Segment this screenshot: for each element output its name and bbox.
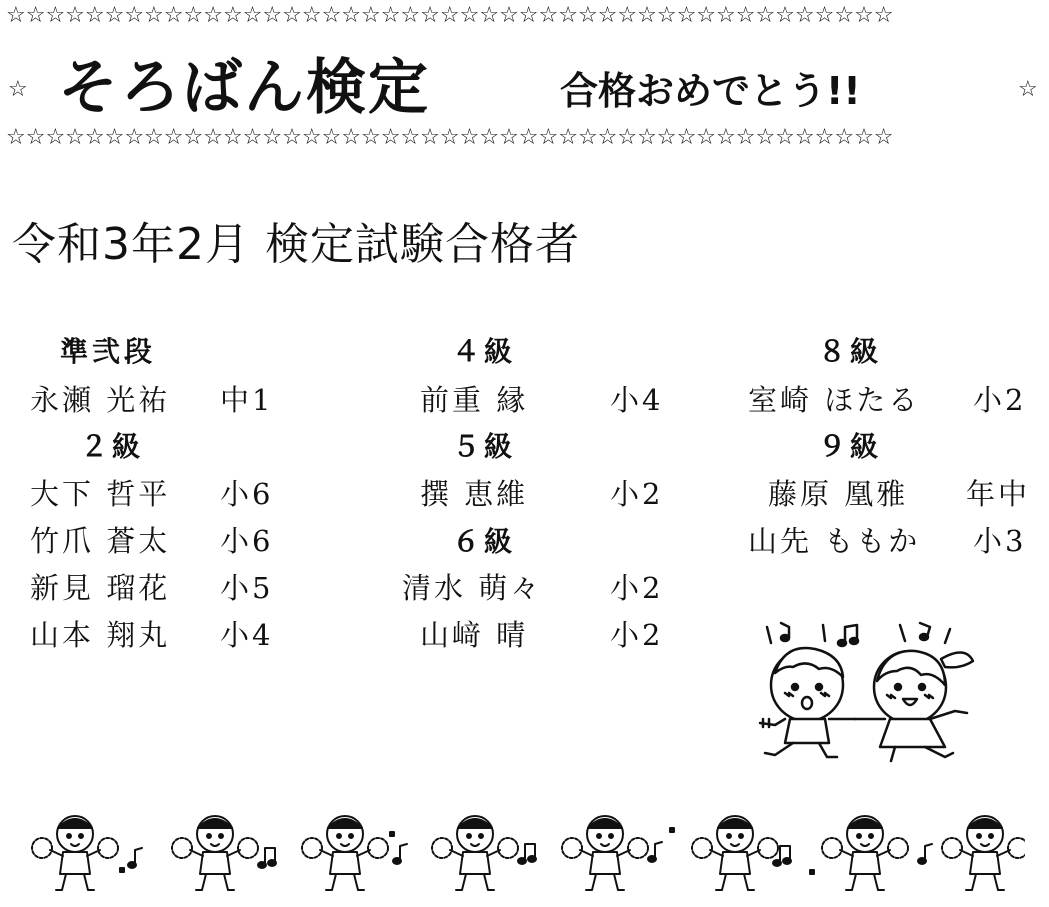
student-name: 山先 ももか — [748, 524, 921, 558]
student-year: 小2 — [610, 477, 664, 511]
student-name: 撰 恵維 — [420, 477, 529, 511]
student-year: 小6 — [220, 524, 274, 558]
student-name: 竹爪 蒼太 — [30, 524, 171, 558]
student-name: 清水 萌々 — [402, 571, 543, 605]
grade-heading: ２級 — [80, 430, 145, 463]
student-name: 永瀬 光祐 — [30, 383, 171, 417]
student-year: 小2 — [973, 383, 1027, 417]
list-item — [420, 378, 663, 419]
student-year: 小4 — [220, 618, 274, 652]
student-year: 小4 — [610, 383, 664, 417]
student-year: 小6 — [220, 477, 274, 511]
stars-border-top: ☆☆☆☆☆☆☆☆☆☆☆☆☆☆☆☆☆☆☆☆☆☆☆☆☆☆☆☆☆☆☆☆☆☆☆☆☆☆☆☆☆☆☆☆☆ — [6, 3, 894, 28]
student-name: 大下 哲平 — [30, 477, 171, 511]
student-year: 中1 — [220, 383, 274, 417]
grade-heading: ５級 — [452, 430, 517, 463]
grade-heading: ８級 — [818, 335, 883, 368]
banner-title: そろばん検定 — [58, 53, 430, 123]
student-name: 山﨑 晴 — [420, 618, 529, 652]
list-item — [768, 472, 1030, 513]
stars-border-bottom: ☆☆☆☆☆☆☆☆☆☆☆☆☆☆☆☆☆☆☆☆☆☆☆☆☆☆☆☆☆☆☆☆☆☆☆☆☆☆☆☆☆☆☆☆☆ — [6, 125, 894, 150]
student-name: 前重 縁 — [420, 383, 529, 417]
student-year: 小5 — [220, 571, 274, 605]
list-item — [30, 378, 273, 419]
star-right-icon: ☆ — [1018, 77, 1038, 102]
list-item — [420, 472, 663, 513]
list-item — [748, 378, 1026, 419]
list-item — [30, 472, 273, 513]
student-year: 小3 — [973, 524, 1027, 558]
star-left-icon: ☆ — [8, 77, 28, 102]
grade-heading: 準弐段 — [60, 335, 157, 368]
student-name: 新見 瑠花 — [30, 571, 171, 605]
grade-heading: ９級 — [818, 430, 883, 463]
student-year: 小2 — [610, 571, 664, 605]
list-item — [30, 566, 273, 607]
list-item — [30, 519, 273, 560]
student-name: 室崎 ほたる — [748, 383, 921, 417]
list-item — [748, 519, 1026, 560]
grade-heading: ６級 — [452, 525, 517, 558]
list-item — [420, 613, 663, 654]
grade-heading: ４級 — [452, 335, 517, 368]
student-year: 年中 — [966, 477, 1031, 511]
student-year: 小2 — [610, 618, 664, 652]
list-item — [30, 613, 273, 654]
student-name: 藤原 凰雅 — [768, 477, 909, 511]
banner-subtitle: 合格おめでとう!! — [560, 69, 861, 113]
exam-title: 令和3年2月 検定試験合格者 — [12, 219, 580, 270]
singing-kids-illustration-icon — [745, 615, 980, 765]
list-item — [402, 566, 663, 607]
cheering-kids-border-icon — [30, 808, 1025, 898]
student-name: 山本 翔丸 — [30, 618, 171, 652]
